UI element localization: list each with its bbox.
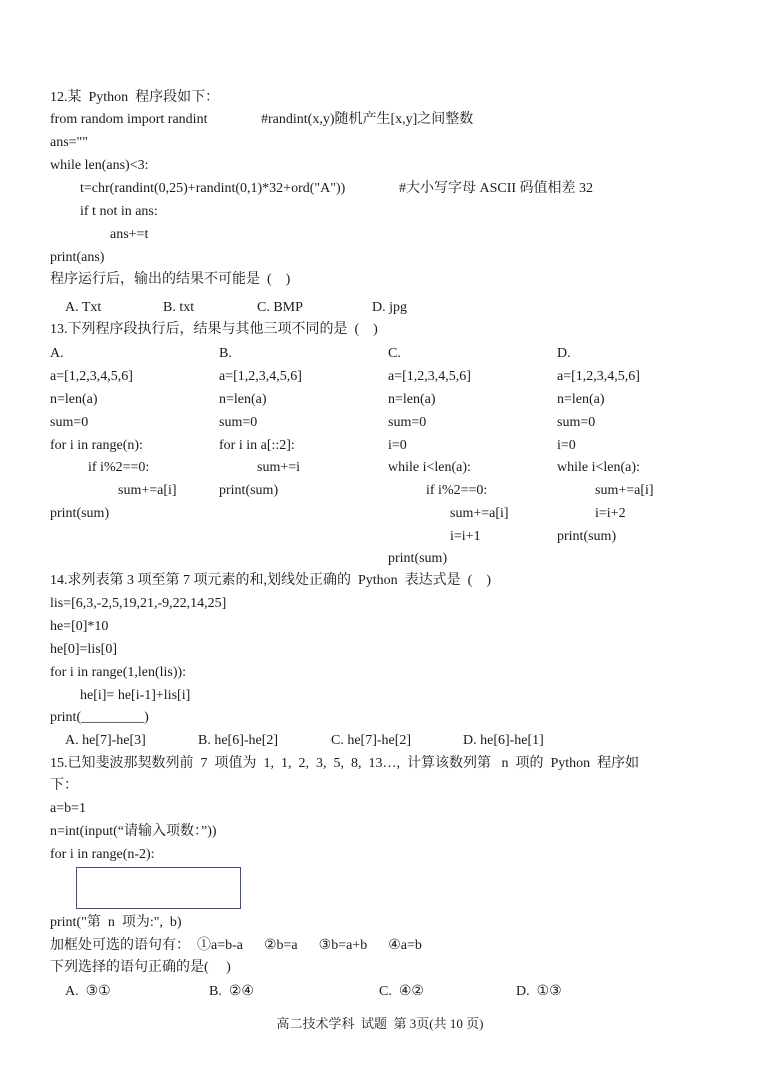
code-line: n=len(a): [219, 392, 267, 407]
q15-option-d: D. ①③: [516, 984, 562, 999]
code-line: sum=0: [50, 415, 89, 430]
code-line: a=b=1: [50, 801, 87, 816]
code-line: lis=[6,3,-2,5,19,21,-9,22,14,25]: [50, 596, 227, 611]
q13-title: 13.下列程序段执行后，结果与其他三项不同的是 ( ): [50, 322, 378, 337]
code-line: sum+=i: [257, 460, 301, 475]
code-line: sum+=a[i]: [118, 483, 177, 498]
q14-option-c: C. he[7]-he[2]: [331, 733, 412, 748]
page-footer: 高二技术学科 试题 第 3页(共 10 页): [276, 1016, 484, 1031]
code-line: print("第 n 项为:", b): [50, 915, 182, 930]
q15-choices: 加框处可选的语句有： ①a=b-a ②b=a ③b=a+b ④a=b: [50, 938, 422, 953]
code-line: sum=0: [557, 415, 596, 430]
q14-title: 14.求列表第 3 项至第 7 项元素的和,划线处正确的 Python 表达式是 ( ): [50, 573, 491, 588]
code-line: a=[1,2,3,4,5,6]: [219, 369, 302, 384]
q12-title: 12.某 Python 程序段如下：: [50, 90, 220, 105]
code-line: i=0: [557, 438, 576, 453]
code-line: sum+=a[i]: [595, 483, 654, 498]
q13-b-label: B.: [219, 346, 232, 361]
q15-option-b: B. ②④: [209, 984, 254, 999]
code-line: n=len(a): [557, 392, 605, 407]
code-line: print(sum): [50, 506, 110, 521]
q12-option-a: A. Txt: [65, 300, 102, 315]
code-line: a=[1,2,3,4,5,6]: [388, 369, 471, 384]
code-line: if i%2==0:: [88, 460, 150, 475]
code-line: he[i]= he[i-1]+lis[i]: [80, 688, 191, 703]
code-line: for i in a[::2]:: [219, 438, 295, 453]
code-line: while i<len(a):: [557, 460, 640, 475]
code-line: n=len(a): [388, 392, 436, 407]
code-line: ans="": [50, 135, 88, 150]
q15-option-a: A. ③①: [65, 984, 111, 999]
code-line: if i%2==0:: [426, 483, 488, 498]
q14-option-a: A. he[7]-he[3]: [65, 733, 146, 748]
code-line: while i<len(a):: [388, 460, 471, 475]
code-line: print(sum): [557, 529, 617, 544]
code-line: print(ans): [50, 250, 105, 265]
code-line: for i in range(1,len(lis)):: [50, 665, 187, 680]
code-line: a=[1,2,3,4,5,6]: [557, 369, 640, 384]
q15-title: 15.已知斐波那契数列前 7 项值为 1, 1, 2, 3, 5, 8, 13…, 计算该数列第 n 项的 Python 程序如: [50, 756, 640, 771]
q12-option-b: B. txt: [163, 300, 195, 315]
answer-blank-box: [76, 867, 241, 909]
code-line: print(sum): [388, 551, 448, 566]
code-line: print(sum): [219, 483, 279, 498]
q12-option-d: D. jpg: [372, 300, 407, 315]
q14-option-d: D. he[6]-he[1]: [463, 733, 544, 748]
code-line: sum+=a[i]: [450, 506, 509, 521]
code-comment: #randint(x,y)随机产生[x,y]之间整数: [261, 112, 474, 127]
q12-question: 程序运行后，输出的结果不可能是 ( ): [50, 272, 291, 287]
code-line: i=0: [388, 438, 407, 453]
code-line: for i in range(n-2):: [50, 847, 155, 862]
q15-option-c: C. ④②: [379, 984, 424, 999]
q13-c-label: C.: [388, 346, 401, 361]
code-line: i=i+1: [450, 529, 481, 544]
q13-d-label: D.: [557, 346, 571, 361]
code-comment: #大小写字母 ASCII 码值相差 32: [399, 181, 594, 196]
code-line: print(_________): [50, 710, 149, 725]
code-line: n=int(input(“请输入项数：”)): [50, 824, 217, 839]
code-line: i=i+2: [595, 506, 626, 521]
code-line: t=chr(randint(0,25)+randint(0,1)*32+ord("A")): [80, 181, 346, 196]
code-line: he=[0]*10: [50, 619, 109, 634]
code-line: if t not in ans:: [80, 204, 158, 219]
code-line: while len(ans)<3:: [50, 158, 149, 173]
code-line: n=len(a): [50, 392, 98, 407]
q12-option-c: C. BMP: [257, 300, 303, 315]
q15-title-cont: 下：: [50, 778, 78, 793]
q13-a-label: A.: [50, 346, 64, 361]
code-line: sum=0: [388, 415, 427, 430]
q14-option-b: B. he[6]-he[2]: [198, 733, 279, 748]
code-line: for i in range(n):: [50, 438, 143, 453]
code-line: ans+=t: [110, 227, 149, 242]
code-line: from random import randint: [50, 112, 208, 127]
code-line: a=[1,2,3,4,5,6]: [50, 369, 133, 384]
q15-question: 下列选择的语句正确的是( ): [50, 960, 231, 975]
code-line: sum=0: [219, 415, 258, 430]
code-line: he[0]=lis[0]: [50, 642, 117, 657]
